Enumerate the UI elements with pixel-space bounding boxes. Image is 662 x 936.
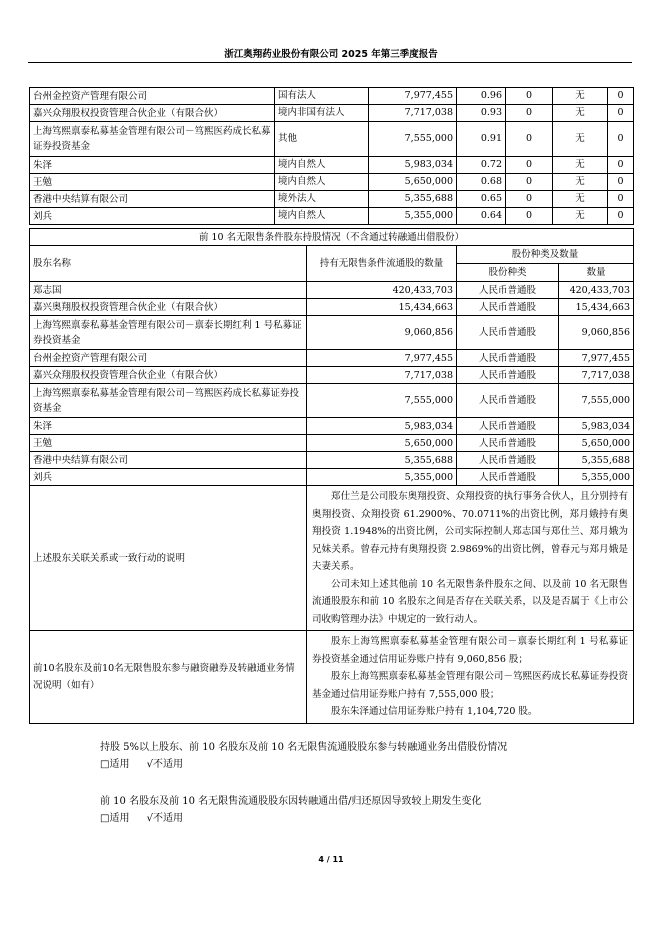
restricted-count: 0 (506, 105, 553, 122)
shareholder-name: 郑志国 (30, 282, 307, 299)
option-applicable: □适用 (100, 759, 130, 770)
share-count: 5,355,688 (369, 191, 457, 208)
shareholder-name: 上海笃熙禀泰私募基金管理有限公司－笃熙医药成长私募证券投资基金 (30, 384, 307, 418)
pledge-qty: 0 (608, 157, 634, 174)
col-header-kind: 股份种类 (457, 264, 559, 282)
unrestricted-qty: 15,434,663 (307, 299, 457, 316)
option-not-applicable: √不适用 (146, 759, 184, 770)
pledge-qty: 0 (608, 174, 634, 191)
pledge-status: 无 (553, 157, 608, 174)
restricted-count: 0 (506, 174, 553, 191)
page-number: 4 / 11 (318, 855, 344, 864)
table-row (30, 282, 634, 299)
change-note-options (100, 810, 482, 827)
relations-description (307, 486, 634, 631)
shareholder-type: 境内自然人 (275, 157, 369, 174)
pledge-status: 无 (553, 191, 608, 208)
unrestricted-qty: 7,555,000 (307, 384, 457, 418)
unrestricted-qty: 5,355,000 (307, 469, 457, 486)
table-row (30, 435, 634, 452)
shareholder-name: 朱泽 (30, 418, 307, 435)
section-title: 前 10 名无限售条件股东持股情况（不含通过转融通出借股份） (30, 229, 634, 246)
shareholder-type: 国有法人 (275, 88, 369, 105)
restricted-count: 0 (506, 208, 553, 225)
shareholder-name: 上海笃熙禀泰私募基金管理有限公司－笃熙医药成长私募证券投资基金 (30, 122, 275, 157)
shareholder-type: 境内自然人 (275, 174, 369, 191)
unrestricted-qty: 7,717,038 (307, 367, 457, 384)
margin-trading-description (307, 631, 634, 724)
share-amount: 420,433,703 (559, 282, 634, 299)
share-count: 7,717,038 (369, 105, 457, 122)
unrestricted-qty: 5,650,000 (307, 435, 457, 452)
table-row (30, 452, 634, 469)
pledge-status: 无 (553, 122, 608, 157)
share-pct: 0.65 (457, 191, 506, 208)
shareholder-type: 其他 (275, 122, 369, 157)
share-pct: 0.96 (457, 88, 506, 105)
share-pct: 0.68 (457, 174, 506, 191)
margin-trading-row (30, 631, 634, 724)
table-row (30, 122, 634, 157)
share-pct: 0.72 (457, 157, 506, 174)
share-amount: 5,355,000 (559, 469, 634, 486)
top10-shareholders-table (29, 87, 634, 225)
header-rule (28, 62, 632, 63)
table-row (30, 174, 634, 191)
pledge-qty: 0 (608, 105, 634, 122)
shareholder-name: 嘉兴众翔股权投资管理合伙企业（有限合伙） (30, 367, 307, 384)
shareholder-name: 朱泽 (30, 157, 275, 174)
shareholder-name: 台州金控资产管理有限公司 (30, 88, 275, 105)
shareholder-name: 香港中央结算有限公司 (30, 452, 307, 469)
share-amount: 7,555,000 (559, 384, 634, 418)
share-kind: 人民币普通股 (457, 418, 559, 435)
pledge-status: 无 (553, 208, 608, 225)
pledge-qty: 0 (608, 88, 634, 105)
share-amount: 7,977,455 (559, 350, 634, 367)
unrestricted-qty: 7,977,455 (307, 350, 457, 367)
unrestricted-shareholders-table (29, 228, 634, 724)
table-row (30, 469, 634, 486)
share-pct: 0.91 (457, 122, 506, 157)
share-amount: 5,355,688 (559, 452, 634, 469)
pledge-qty: 0 (608, 191, 634, 208)
table-row (30, 88, 634, 105)
share-kind: 人民币普通股 (457, 299, 559, 316)
shareholder-name: 上海笃熙禀泰私募基金管理有限公司－禀泰长期红利 1 号私募证券投资基金 (30, 316, 307, 350)
relations-para-2: 公司未知上述其他前 10 名无限售条件股东之间、以及前 10 名无限售流通股股东和前 10 名股东之间是否存在关联关系，以及是否属于《上市公司收购管理办法》中规定的一致行动人。 (312, 578, 629, 625)
page-header: 浙江奥翔药业股份有限公司 2025 年第三季度报告 (224, 49, 438, 60)
unrestricted-qty: 420,433,703 (307, 282, 457, 299)
change-note-text: 前 10 名股东及前 10 名无限售流通股股东因转融通出借/归还原因导致较上期发生变化 (100, 796, 482, 807)
shareholder-name: 王勉 (30, 435, 307, 452)
table-row (30, 105, 634, 122)
share-kind: 人民币普通股 (457, 367, 559, 384)
pledge-qty: 0 (608, 122, 634, 157)
margin-para-1: 股东上海笃熙禀泰私募基金管理有限公司－禀泰长期红利 1 号私募证券投资基金通过信用证券账户持有 9,060,856 股； (312, 636, 629, 665)
change-note (100, 793, 482, 827)
shareholder-type: 境外法人 (275, 191, 369, 208)
table-row (30, 350, 634, 367)
table-row (30, 418, 634, 435)
share-kind: 人民币普通股 (457, 469, 559, 486)
col-header-amount: 数量 (559, 264, 634, 282)
shareholder-name: 王勉 (30, 174, 275, 191)
share-count: 7,555,000 (369, 122, 457, 157)
restricted-count: 0 (506, 88, 553, 105)
relations-label: 上述股东关联关系或一致行动的说明 (30, 486, 307, 631)
shareholder-type: 境内自然人 (275, 208, 369, 225)
restricted-count: 0 (506, 191, 553, 208)
pledge-qty: 0 (608, 208, 634, 225)
shareholder-type: 境内非国有法人 (275, 105, 369, 122)
relations-row (30, 486, 634, 631)
shareholder-name: 台州金控资产管理有限公司 (30, 350, 307, 367)
option-not-applicable: √不适用 (146, 813, 184, 824)
share-count: 5,355,000 (369, 208, 457, 225)
shareholder-name: 嘉兴众翔股权投资管理合伙企业（有限合伙） (30, 105, 275, 122)
table-row (30, 299, 634, 316)
shareholder-name: 嘉兴奥翔股权投资管理合伙企业（有限合伙） (30, 299, 307, 316)
margin-trading-label: 前10名股东及前10名无限售股东参与融资融券及转融通业务情况说明（如有） (30, 631, 307, 724)
share-amount: 5,650,000 (559, 435, 634, 452)
pledge-status: 无 (553, 88, 608, 105)
share-kind: 人民币普通股 (457, 452, 559, 469)
lending-note-options (100, 756, 507, 773)
shareholder-name: 刘兵 (30, 208, 275, 225)
share-pct: 0.93 (457, 105, 506, 122)
section-title-row (30, 229, 634, 246)
share-kind: 人民币普通股 (457, 435, 559, 452)
pledge-status: 无 (553, 174, 608, 191)
share-kind: 人民币普通股 (457, 350, 559, 367)
share-kind: 人民币普通股 (457, 316, 559, 350)
col-header-type-group: 股份种类及数量 (457, 246, 634, 264)
table-row (30, 367, 634, 384)
share-kind: 人民币普通股 (457, 282, 559, 299)
table-row (30, 316, 634, 350)
col-header-qty: 持有无限售条件流通股的数量 (307, 246, 457, 282)
margin-para-3: 股东朱泽通过信用证券账户持有 1,104,720 股。 (331, 706, 538, 717)
relations-para-1: 郑仕兰是公司股东奥翔投资、众翔投资的执行事务合伙人，且分别持有奥翔投资、众翔投资 61.2900%、70.0711%的出资比例，郑月娥持有奥翔投资 1.1948%的出资比例，公司实际控制人郑志国与郑仕兰、郑月娥为兄妹关系。曾春元持有奥翔投资 2.9869%的出资比例，曾春元与郑月娥是夫妻关系。 (312, 491, 629, 572)
share-amount: 9,060,856 (559, 316, 634, 350)
shareholder-name: 香港中央结算有限公司 (30, 191, 275, 208)
option-applicable: □适用 (100, 813, 130, 824)
share-count: 7,977,455 (369, 88, 457, 105)
table-row (30, 384, 634, 418)
table-row (30, 157, 634, 174)
unrestricted-qty: 9,060,856 (307, 316, 457, 350)
table-row (30, 208, 634, 225)
share-pct: 0.64 (457, 208, 506, 225)
unrestricted-qty: 5,355,688 (307, 452, 457, 469)
share-amount: 15,434,663 (559, 299, 634, 316)
share-count: 5,983,034 (369, 157, 457, 174)
share-amount: 7,717,038 (559, 367, 634, 384)
share-count: 5,650,000 (369, 174, 457, 191)
col-header-name: 股东名称 (30, 246, 307, 282)
lending-note (100, 739, 507, 773)
restricted-count: 0 (506, 157, 553, 174)
header-row (30, 246, 634, 264)
restricted-count: 0 (506, 122, 553, 157)
pledge-status: 无 (553, 105, 608, 122)
table-row (30, 191, 634, 208)
margin-para-2: 股东上海笃熙禀泰私募基金管理有限公司－笃熙医药成长私募证券投资基金通过信用证券账户持有 7,555,000 股； (312, 671, 629, 700)
lending-note-text: 持股 5%以上股东、前 10 名股东及前 10 名无限售流通股股东参与转融通业务出借股份情况 (100, 742, 508, 753)
unrestricted-qty: 5,983,034 (307, 418, 457, 435)
shareholder-name: 刘兵 (30, 469, 307, 486)
share-amount: 5,983,034 (559, 418, 634, 435)
share-kind: 人民币普通股 (457, 384, 559, 418)
